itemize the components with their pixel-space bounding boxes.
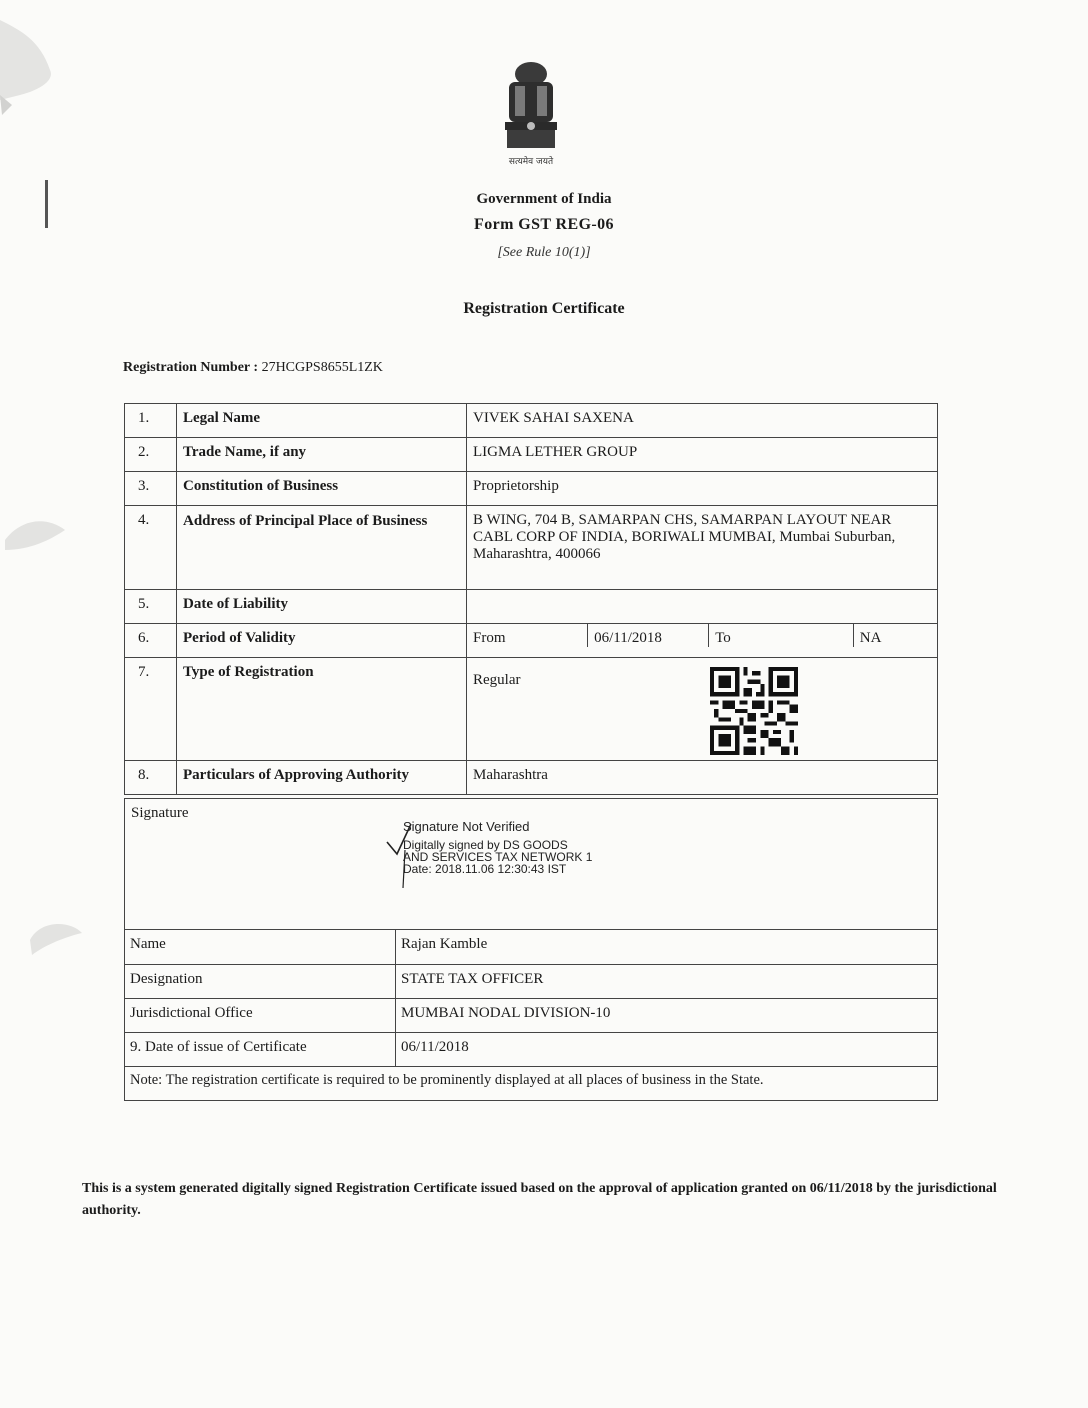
from-date: 06/11/2018: [588, 624, 709, 647]
trade-name-label: Trade Name, if any: [177, 438, 467, 472]
period-of-validity-label: Period of Validity: [177, 624, 467, 658]
registration-number-label: Registration Number :: [123, 360, 259, 375]
row-number: 1.: [125, 404, 177, 438]
system-generated-footer: This is a system generated digitally signed Registration Certificate issued based on the approval of application granted on 06/11/2018 by the jurisdictional authority.: [82, 1181, 997, 1218]
table-row: [125, 930, 938, 965]
approving-authority-label: Particulars of Approving Authority: [177, 761, 467, 795]
registration-number: [123, 360, 383, 376]
signature-label: Signature: [131, 805, 189, 821]
table-row: [125, 1067, 938, 1101]
rule-reference: [See Rule 10(1)]: [497, 245, 591, 260]
jurisdictional-office-value: MUMBAI NODAL DIVISION-10: [396, 999, 938, 1033]
officer-name-value: Rajan Kamble: [396, 930, 938, 965]
table-row: [125, 404, 938, 438]
row-number: 2.: [125, 438, 177, 472]
emblem-motto: सत्यमेव जयते: [508, 157, 554, 167]
table-row: [125, 624, 938, 658]
table-row: [125, 506, 938, 590]
address-value: B WING, 704 B, SAMARPAN CHS, SAMARPAN LAYOUT NEAR CABL CORP OF INDIA, BORIWALI MUMBAI, Mumbai Suburban, Maharashtra, 400066: [467, 506, 938, 590]
table-row: [125, 1033, 938, 1067]
date-of-liability-value: [467, 590, 938, 624]
table-row: [125, 761, 938, 795]
to-label: To: [709, 624, 854, 647]
certificate-title: Registration Certificate: [463, 300, 625, 317]
registration-details-table: [124, 403, 938, 795]
national-emblem-icon: [489, 56, 573, 168]
date-of-issue-value: 06/11/2018: [396, 1033, 938, 1067]
type-of-registration-value: Regular: [467, 658, 938, 761]
jurisdictional-office-label: Jurisdictional Office: [125, 999, 396, 1033]
qr-code-icon: [710, 667, 798, 755]
approving-authority-value: Maharashtra: [467, 761, 938, 795]
digital-signature-block: [403, 821, 592, 875]
legal-name-label: Legal Name: [177, 404, 467, 438]
legal-name-value: VIVEK SAHAI SAXENA: [467, 404, 938, 438]
display-note: Note: The registration certificate is required to be prominently displayed at all places of business in the State.: [125, 1067, 938, 1101]
type-of-registration-label: Type of Registration: [177, 658, 467, 761]
table-row: [125, 658, 938, 761]
row-number: 8.: [125, 761, 177, 795]
form-heading: Form GST REG-06: [474, 216, 614, 233]
table-row: [125, 472, 938, 506]
government-heading: Government of India: [476, 191, 612, 207]
from-label: From: [473, 630, 506, 646]
period-of-validity-cell: [467, 624, 938, 658]
date-of-liability-label: Date of Liability: [177, 590, 467, 624]
scan-smudge-left-low: [20, 915, 90, 965]
designation-value: STATE TAX OFFICER: [396, 965, 938, 999]
signature-valid-tick-icon: [383, 820, 423, 890]
scan-smudge-left-mid: [0, 505, 80, 565]
signature-date: Date: 2018.11.06 12:30:43 IST: [403, 862, 567, 876]
table-row: [125, 999, 938, 1033]
row-number: 6.: [125, 624, 177, 658]
signed-by-line-2: AND SERVICES TAX NETWORK 1: [403, 850, 593, 864]
address-label: Address of Principal Place of Business: [177, 506, 467, 590]
signature-status: Signature Not Verified: [403, 819, 530, 834]
registration-number-value: 27HCGPS8655L1ZK: [261, 360, 383, 375]
designation-label: Designation: [125, 965, 396, 999]
row-number: 4.: [125, 506, 177, 590]
table-row: [125, 965, 938, 999]
officer-name-label: Name: [125, 930, 396, 965]
table-row: [125, 590, 938, 624]
signature-box: [125, 799, 938, 930]
constitution-value: Proprietorship: [467, 472, 938, 506]
date-of-issue-label: 9. Date of issue of Certificate: [125, 1033, 396, 1067]
signature-and-officer-table: [124, 798, 938, 1101]
row-number: 7.: [125, 658, 177, 761]
to-date: NA: [853, 624, 937, 647]
row-number: 3.: [125, 472, 177, 506]
constitution-label: Constitution of Business: [177, 472, 467, 506]
signed-by-line-1: Digitally signed by DS GOODS: [403, 838, 568, 852]
signature-row: [125, 799, 938, 930]
scan-smudge-top-left: [0, 0, 90, 120]
trade-name-value: LIGMA LETHER GROUP: [467, 438, 938, 472]
row-number: 5.: [125, 590, 177, 624]
table-row: [125, 438, 938, 472]
